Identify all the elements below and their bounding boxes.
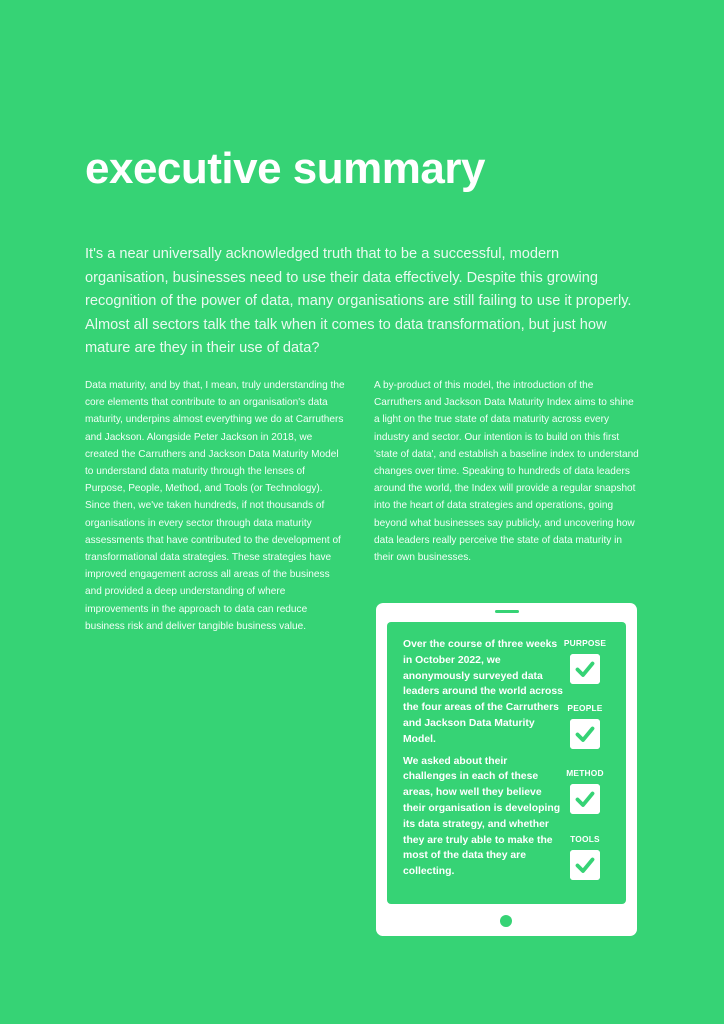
- survey-description: [403, 637, 563, 886]
- checkmark-icon: [570, 719, 600, 749]
- checkmark-icon: [570, 850, 600, 880]
- tablet-illustration: [376, 603, 637, 936]
- tablet-screen: [387, 622, 626, 904]
- tablet-speaker: [495, 610, 519, 613]
- intro-paragraph: It's a near universally acknowledged truth that to be a successful, modern organisation, businesses need to use their data effectively. Despite this growing recognition of the power of data, many organisations are still failing to use it properly. Almost all sectors talk the talk when it comes to data transformation, but just how mature are they in their use of data?: [85, 246, 632, 356]
- body-right-column: A by-product of this model, the introduction of the Carruthers and Jackson Data Maturity Index aims to shine a light on the true state of data maturity across every industry and sector. Our intention is to build on this first 'state of data', and establish a baseline index to understand changes over time. Speaking to hundreds of data leaders around the world, the Index will provide a regular snapshot into the heart of data strategies and operations, going beyond what businesses say publicly, and uncovering how data leaders really perceive the state of data maturity in their own businesses.: [374, 380, 639, 564]
- checklist-item-purpose: [562, 638, 608, 684]
- tablet-home-button: [500, 915, 512, 927]
- checklist-label: TOOLS: [570, 834, 600, 844]
- page-title: executive summary: [85, 144, 485, 193]
- checklist-label: PEOPLE: [567, 703, 603, 713]
- checklist-item-method: [562, 768, 608, 814]
- checkmark-icon: [570, 654, 600, 684]
- checklist-label: PURPOSE: [563, 638, 607, 648]
- survey-paragraph-2: We asked about their challenges in each of these areas, how well they believe their organisation is developing its data strategy, and whether they are truly able to make the most of the data they are collecting.: [403, 755, 561, 878]
- checklist-item-tools: [562, 834, 608, 880]
- survey-paragraph-1: Over the course of three weeks in October 2022, we anonymously surveyed data leaders around the world across the four areas of the Carruthers and Jackson Data Maturity Model.: [403, 639, 563, 745]
- body-left-column: Data maturity, and by that, I mean, truly understanding the core elements that contribute to an organisation's data maturity, underpins almost everything we do at Carruthers and Jackson. Alongside Peter Jackson in 2018, we created the Carruthers and Jackson Data Maturity Model to understand data maturity through the lenses of Purpose, People, Method, and Tools (or Technology). Since then, we've taken hundreds, if not thousands of organisations in every sector through data maturity assessments that have contributed to the development of transformational data strategies. These strategies have improved engagement across all areas of the business and provided a deep understanding of where improvements in the approach to data can reduce business risk and deliver tangible business value.: [85, 380, 345, 632]
- checklist-label: METHOD: [566, 768, 604, 778]
- checklist-item-people: [562, 703, 608, 749]
- checkmark-icon: [570, 784, 600, 814]
